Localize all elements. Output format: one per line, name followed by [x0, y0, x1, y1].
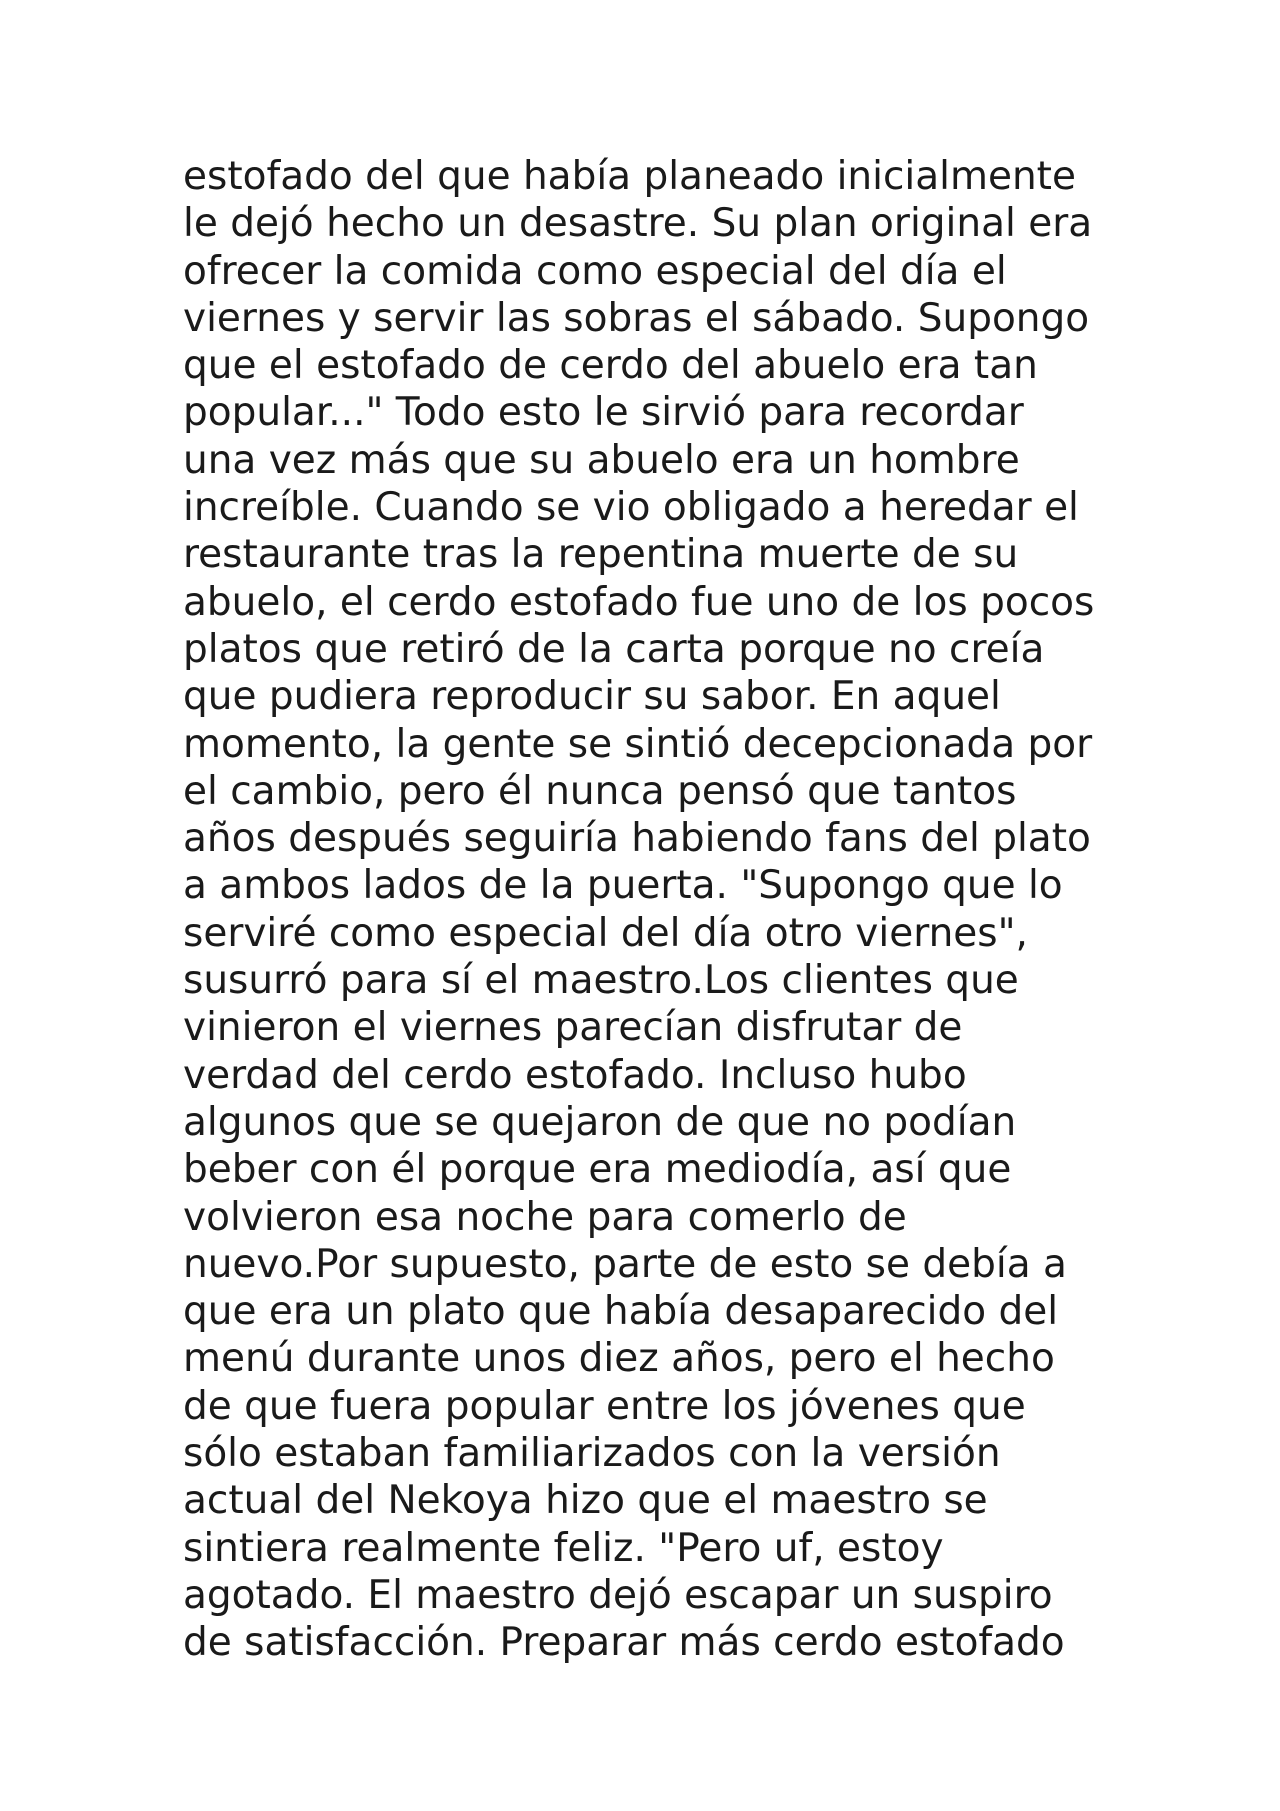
text-line: platos que retiró de la carta porque no creía [183, 626, 1045, 672]
text-line: susurró para sí el maestro.Los clientes que [183, 958, 1019, 1004]
text-line: restaurante tras la repentina muerte de su [183, 532, 1019, 578]
text-line: sintiera realmente feliz. "Pero uf, estoy [183, 1525, 944, 1571]
text-line: que pudiera reproducir su sabor. En aquel [183, 674, 1001, 720]
text-line: viernes y servir las sobras el sábado. Supongo [183, 295, 1090, 341]
text-line: abuelo, el cerdo estofado fue uno de los pocos [183, 579, 1095, 625]
text-line: popular..." Todo esto le sirvió para recordar [183, 390, 1024, 436]
text-line: sólo estaban familiarizados con la versión [183, 1431, 1001, 1477]
text-line: ofrecer la comida como especial del día el [183, 248, 1007, 294]
text-line: beber con él porque era mediodía, así que [183, 1147, 1012, 1193]
text-line: agotado. El maestro dejó escapar un suspiro [183, 1572, 1053, 1618]
text-line: verdad del cerdo estofado. Incluso hubo [183, 1052, 967, 1098]
text-line: que el estofado de cerdo del abuelo era tan [183, 343, 1038, 389]
text-line: vinieron el viernes parecían disfrutar de [183, 1005, 963, 1051]
text-line: que era un plato que había desaparecido del [183, 1289, 1059, 1335]
text-line: de satisfacción. Preparar más cerdo estofado [183, 1620, 1065, 1666]
text-line: algunos que se quejaron de que no podían [183, 1099, 1017, 1145]
text-line: increíble. Cuando se vio obligado a heredar el [183, 485, 1079, 531]
text-line: a ambos lados de la puerta. "Supongo que lo [183, 863, 1063, 909]
text-line: estofado del que había planeado inicialmente [183, 154, 1076, 199]
text-line: una vez más que su abuelo era un hombre [183, 437, 1020, 483]
text-line: nuevo.Por supuesto, parte de esto se debía a [183, 1241, 1067, 1287]
body-text [183, 153, 1183, 1667]
text-line: le dejó hecho un desastre. Su plan original era [183, 201, 1093, 247]
text-line: volvieron esa noche para comerlo de [183, 1194, 907, 1240]
text-line: momento, la gente se sintió decepcionada por [183, 721, 1093, 767]
text-line: actual del Nekoya hizo que el maestro se [183, 1478, 988, 1524]
text-line: años después seguiría habiendo fans del plato [183, 816, 1091, 862]
text-line: de que fuera popular entre los jóvenes que [183, 1383, 1026, 1429]
text-line: menú durante unos diez años, pero el hecho [183, 1336, 1055, 1382]
text-line: el cambio, pero él nunca pensó que tantos [183, 768, 1017, 814]
text-line: serviré como especial del día otro viernes", [183, 910, 1028, 956]
